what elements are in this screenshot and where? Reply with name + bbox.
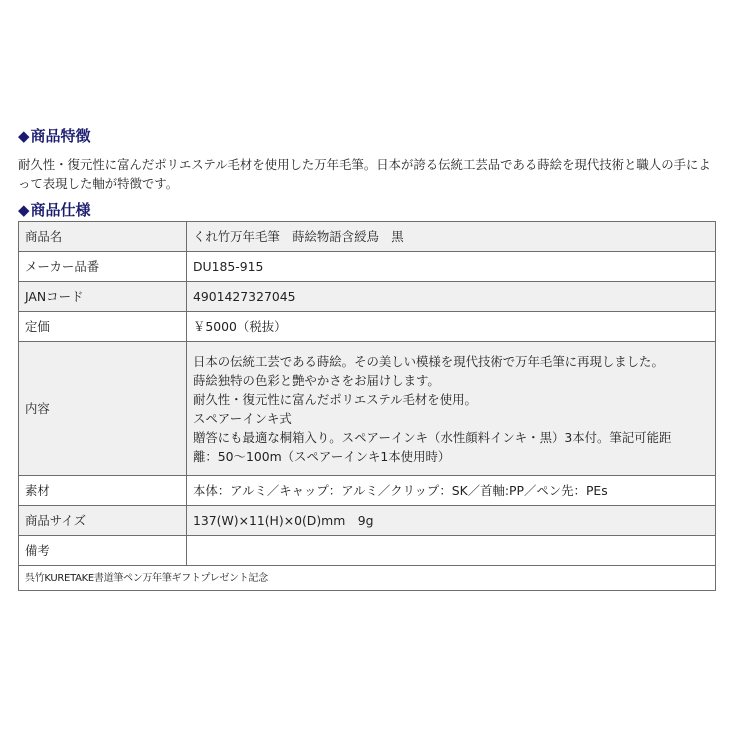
diamond-bullet-icon: ◆ <box>18 127 30 145</box>
table-row-jan-code <box>19 282 716 312</box>
content-line: 離：50～100m（スペアーインキ1本使用時） <box>193 448 451 464</box>
content-line: 贈答にも最適な桐箱入り。スペアーインキ（水性顔料インキ・黒）3本付。筆記可能距 <box>193 429 672 445</box>
table-row-material <box>19 476 716 506</box>
table-footer-row <box>19 566 716 591</box>
table-row-maker-part-number <box>19 252 716 282</box>
table-row-contents <box>19 342 716 476</box>
features-heading-text: 商品特徴 <box>30 127 91 145</box>
row-label: 商品名 <box>19 222 187 252</box>
table-row-list-price <box>19 312 716 342</box>
diamond-bullet-icon: ◆ <box>18 201 30 219</box>
features-description: 耐久性・復元性に富んだポリエステル毛材を使用した万年毛筆。日本が誇る伝統工芸品である蒔絵を現代技術と職人の手によって表現した軸が特徴です。 <box>18 157 711 191</box>
specs-heading-text: 商品仕様 <box>30 201 91 219</box>
row-label: JANコード <box>19 282 187 312</box>
row-label: 内容 <box>19 342 187 476</box>
features-heading <box>18 127 91 145</box>
content-line: 耐久性・復元性に富んだポリエステル毛材を使用。 <box>193 391 477 407</box>
row-value: 137(W)×11(H)×0(D)mm 9g <box>187 506 716 536</box>
row-value: ￥5000（税抜） <box>187 312 716 342</box>
row-label: 素材 <box>19 476 187 506</box>
row-value: DU185-915 <box>187 252 716 282</box>
row-value: 4901427327045 <box>187 282 716 312</box>
footer-keywords: 呉竹KURETAKE書道筆ペン万年筆ギフトプレゼント記念 <box>19 566 716 591</box>
table-row-product-name <box>19 222 716 252</box>
spec-table <box>18 221 716 591</box>
row-label: 備考 <box>19 536 187 566</box>
row-label: メーカー品番 <box>19 252 187 282</box>
content-line: 日本の伝統工芸である蒔絵。その美しい模様を現代技術で万年毛筆に再現しました。 <box>193 353 664 369</box>
row-value <box>187 536 716 566</box>
content-line: スペアーインキ式 <box>193 410 292 426</box>
table-row-product-size <box>19 506 716 536</box>
row-label: 商品サイズ <box>19 506 187 536</box>
row-label: 定価 <box>19 312 187 342</box>
table-row-remarks <box>19 536 716 566</box>
content-line: 蒔絵独特の色彩と艶やかさをお届けします。 <box>193 372 440 388</box>
row-value: くれ竹万年毛筆 蒔絵物語含綬鳥 黒 <box>187 222 716 252</box>
row-value: 本体：アルミ／キャップ：アルミ／クリップ：SK／首軸:PP／ペン先：PEs <box>187 476 716 506</box>
specs-heading <box>18 201 91 219</box>
row-value <box>187 342 716 476</box>
